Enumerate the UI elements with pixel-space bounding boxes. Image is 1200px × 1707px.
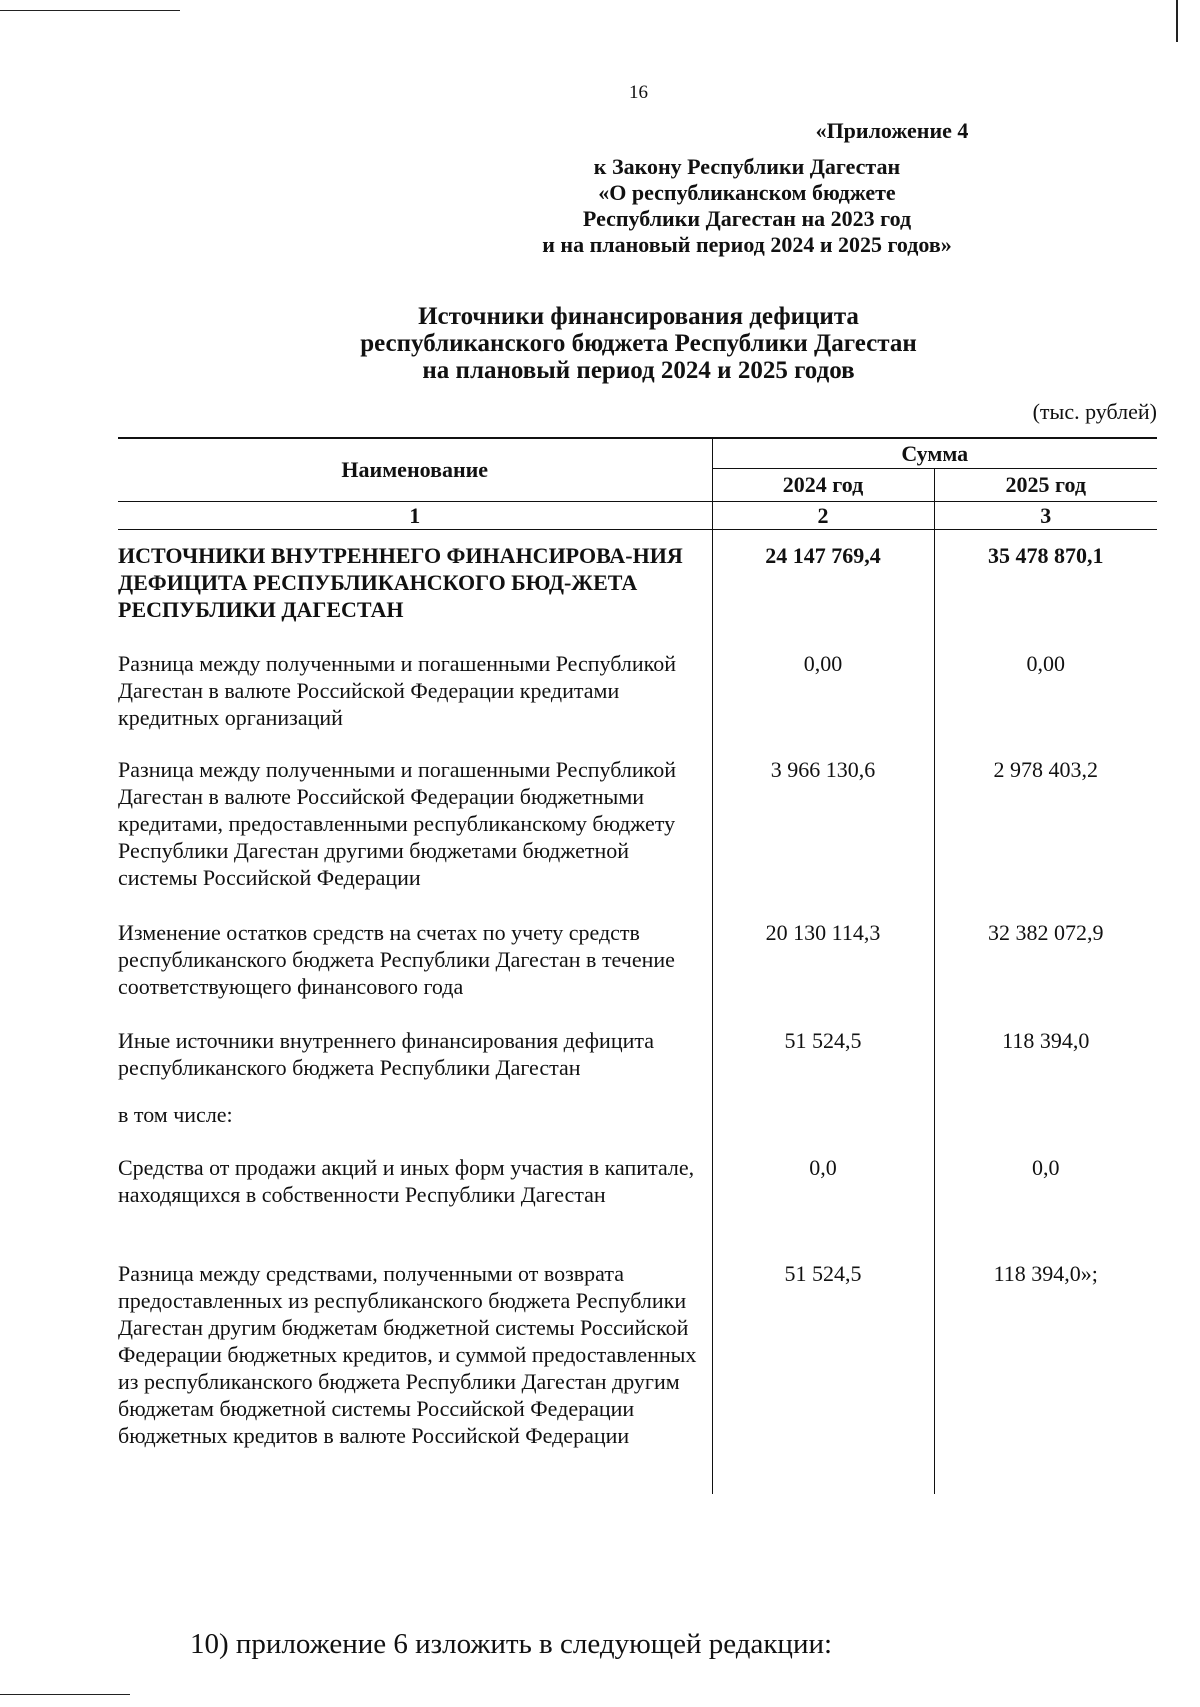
- table-row: [118, 650, 1157, 756]
- title-line-2: республиканского бюджета Республики Дагестан: [360, 330, 917, 357]
- appendix-line-3: Республики Дагестан на 2023 год: [582, 206, 912, 231]
- row-name: в том числе:: [118, 1101, 233, 1127]
- title-line-3: на плановый период 2024 и 2025 годов: [422, 357, 855, 384]
- table-row: [118, 529, 1157, 650]
- row-value-2024: [712, 1101, 934, 1154]
- amendment-item-10: 10) приложение 6 изложить в следующей редакции:: [190, 1628, 833, 1660]
- document-title: [0, 303, 1200, 384]
- appendix-line-1: к Закону Республики Дагестан: [593, 154, 901, 179]
- scan-edge-right: [1176, 0, 1178, 42]
- table-row: [118, 1154, 1157, 1260]
- row-name: Разница между полученными и погашенными Республикой Дагестан в валюте Российской Федерации бюджетными кредитами, предоставленными республиканскому бюджету Республики Дагестан другими бюджетами бюджетной системы Российской Федерации: [118, 756, 676, 890]
- appendix-number: «Приложение 4: [815, 118, 969, 143]
- appendix-line-2: «О республиканском бюджете: [598, 180, 896, 205]
- header-sum: Сумма: [712, 438, 1157, 468]
- row-value-2025: 2 978 403,2: [934, 756, 1157, 919]
- row-name: Средства от продажи акций и иных форм участия в капитале, находящихся в собственности Республики Дагестан: [118, 1154, 695, 1207]
- row-name: ИСТОЧНИКИ ВНУТРЕННЕГО ФИНАНСИРОВА-НИЯ ДЕФИЦИТА РЕСПУБЛИКАНСКОГО БЮД-ЖЕТА РЕСПУБЛИКИ ДАГЕСТАН: [118, 542, 683, 622]
- row-value-2025: [934, 1101, 1157, 1154]
- row-value-2024: 51 524,5: [712, 1260, 934, 1494]
- column-number-1: 1: [118, 501, 712, 529]
- table-row: [118, 1027, 1157, 1101]
- page-number: 16: [629, 82, 648, 103]
- row-name: Иные источники внутреннего финансирования дефицита республиканского бюджета Республики Дагестан: [118, 1027, 655, 1080]
- units-label: (тыс. рублей): [1032, 399, 1157, 424]
- column-number-2: 2: [712, 501, 934, 529]
- row-value-2025: 35 478 870,1: [934, 529, 1157, 650]
- header-name: Наименование: [118, 438, 712, 501]
- row-value-2024: 24 147 769,4: [712, 529, 934, 650]
- scan-edge-bottom: [0, 1694, 130, 1695]
- row-value-2024: 0,0: [712, 1154, 934, 1260]
- appendix-header: [397, 118, 1097, 258]
- table-row: [118, 919, 1157, 1027]
- scan-edge-top: [0, 10, 180, 11]
- row-name: Изменение остатков средств на счетах по учету средств республиканского бюджета Республики Дагестан в течение соответствующего финансового года: [118, 919, 675, 999]
- row-value-2025: 0,00: [934, 650, 1157, 756]
- row-value-2025: 118 394,0»;: [934, 1260, 1157, 1494]
- row-value-2025: 0,0: [934, 1154, 1157, 1260]
- table-row: [118, 1101, 1157, 1154]
- row-value-2024: 20 130 114,3: [712, 919, 934, 1027]
- title-line-1: Источники финансирования дефицита: [418, 303, 859, 330]
- row-value-2024: 51 524,5: [712, 1027, 934, 1101]
- header-year-2024: 2024 год: [712, 468, 934, 501]
- row-value-2024: 0,00: [712, 650, 934, 756]
- row-name: Разница между полученными и погашенными Республикой Дагестан в валюте Российской Федерации кредитами кредитных организаций: [118, 650, 676, 730]
- row-value-2025: 32 382 072,9: [934, 919, 1157, 1027]
- row-name: Разница между средствами, полученными от возврата предоставленных из республиканского бюджета Республики Дагестан другим бюджетам бюджетной системы Российской Федерации бюджетных кредитов, и суммой предоставленных из республиканского бюджета Республики Дагестан другим бюджетам бюджетной системы Российской Федерации бюджетных кредитов в валюте Российской Федерации: [118, 1260, 697, 1448]
- table-row: [118, 756, 1157, 919]
- header-year-2025: 2025 год: [934, 468, 1157, 501]
- row-value-2024: 3 966 130,6: [712, 756, 934, 919]
- table-row: [118, 1260, 1157, 1494]
- column-number-3: 3: [934, 501, 1157, 529]
- row-value-2025: 118 394,0: [934, 1027, 1157, 1101]
- financing-sources-table: [118, 437, 1157, 1494]
- appendix-line-4: и на плановый период 2024 и 2025 годов»: [542, 232, 952, 257]
